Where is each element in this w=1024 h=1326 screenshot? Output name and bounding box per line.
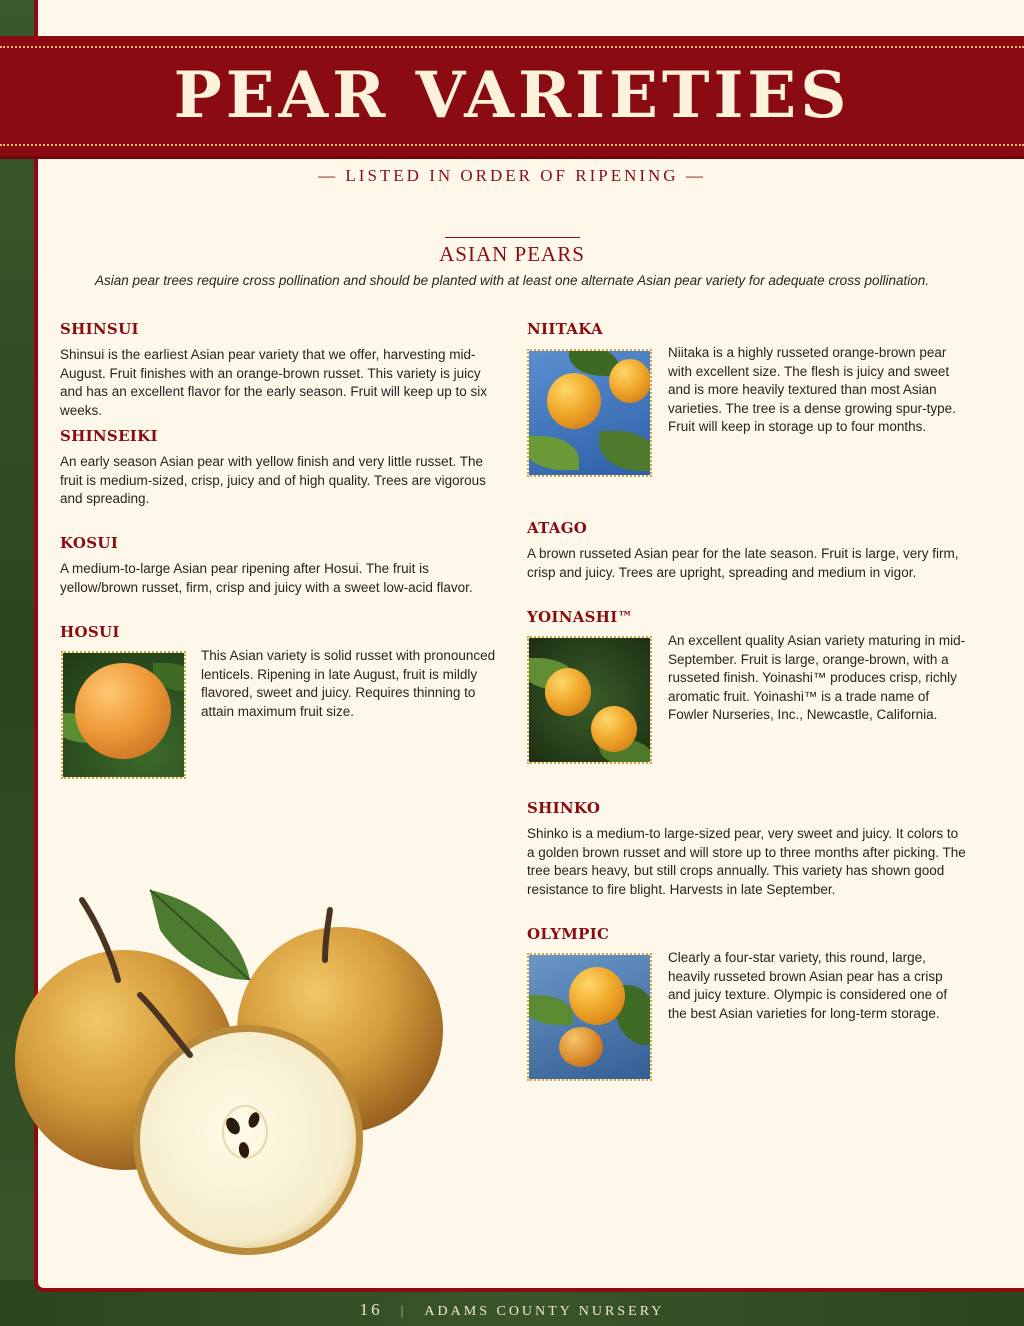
title-banner	[0, 36, 1024, 156]
niitaka-photo	[527, 349, 652, 477]
footer-separator: |	[400, 1304, 407, 1319]
page-footer	[0, 1300, 1024, 1320]
variety-description: Shinko is a medium-to large-sized pear, very sweet and juicy. It colors to a golden brown russet and will store up to three months after picking. The tree bears heavy, but still crops annually. This variety has shown good resistance to fire blight. Harvests in late September.	[527, 826, 966, 897]
variety-shinko	[527, 799, 967, 899]
variety-name: OLYMPIC	[527, 925, 610, 943]
olympic-photo	[527, 953, 652, 1081]
hosui-description: This Asian variety is solid russet with pronounced lenticels. Ripening in late August, fruit is mildly flavored, sweet and juicy. Requires thinning to attain maximum fruit size.	[201, 648, 496, 719]
variety-name: KOSUI	[60, 534, 119, 552]
variety-description: A medium-to-large Asian pear ripening after Hosui. The fruit is yellow/brown russet, firm, crisp and juicy with a sweet low-acid flavor.	[60, 561, 473, 595]
hosui-photo	[61, 651, 186, 779]
section-title: ASIAN PEARS	[439, 242, 585, 266]
publisher-name: ADAMS COUNTY NURSERY	[424, 1304, 665, 1319]
yoinashi-description: An excellent quality Asian variety maturing in mid-September. Fruit is large, orange-brown, with a russeted finish. Yoinashi™ produces crisp, richly aromatic fruit. Yoinashi™ is a trade name of Fowler Nurseries, Inc., Newcastle, California.	[668, 633, 966, 722]
variety-shinsui	[60, 320, 505, 420]
variety-kosui	[60, 534, 505, 597]
section-note: Asian pear trees require cross pollination and should be planted with at least one alternate Asian pear variety for adequate cross pollination.	[94, 273, 929, 288]
variety-description: An early season Asian pear with yellow finish and very little russet. The fruit is medium-sized, crisp, juicy and of high quality. Trees are vigorous and spreading.	[60, 454, 486, 506]
variety-name: SHINKO	[527, 799, 601, 817]
section-rule	[445, 237, 580, 238]
variety-description: Shinsui is the earliest Asian pear variety that we offer, harvesting mid-August. Fruit finishes with an orange-brown russet. This variety is juicy and has an excellent flavor for the early season. Fruit will keep up to six weeks.	[60, 347, 487, 418]
variety-hosui	[60, 623, 505, 649]
olympic-description: Clearly a four-star variety, this round, large, heavily russeted brown Asian pear has a crisp and juicy texture. Olympic is considered one of the best Asian varieties for long-term storage.	[668, 950, 948, 1021]
variety-shinseiki	[60, 427, 505, 509]
variety-olympic	[527, 925, 967, 951]
variety-name: SHINSUI	[60, 320, 139, 338]
asian-pears-illustration	[0, 870, 460, 1290]
variety-name: HOSUI	[60, 623, 120, 641]
banner-dots-bottom	[0, 144, 1024, 146]
variety-name: NIITAKA	[527, 320, 603, 338]
variety-atago	[527, 519, 967, 582]
yoinashi-photo	[527, 636, 652, 764]
banner-dots-top	[0, 46, 1024, 48]
variety-niitaka	[527, 320, 967, 346]
page-title: PEAR VARIETIES	[173, 58, 851, 133]
variety-name: SHINSEIKI	[60, 427, 158, 445]
variety-name: YOINASHI™	[527, 608, 633, 626]
niitaka-description: Niitaka is a highly russeted orange-brown pear with excellent size. The flesh is juicy and sweet and is more heavily textured than most Asian varieties. The tree is a dense growing spur-type. Fruit will keep in storage up to four months.	[668, 345, 956, 434]
variety-name: ATAGO	[527, 519, 588, 537]
variety-yoinashi	[527, 608, 967, 634]
page-number: 16	[359, 1300, 383, 1319]
page-subtitle: — LISTED IN ORDER OF RIPENING —	[318, 166, 706, 185]
variety-description: A brown russeted Asian pear for the late season. Fruit is large, very firm, crisp and juicy. Trees are upright, spreading and medium in vigor.	[527, 546, 959, 580]
